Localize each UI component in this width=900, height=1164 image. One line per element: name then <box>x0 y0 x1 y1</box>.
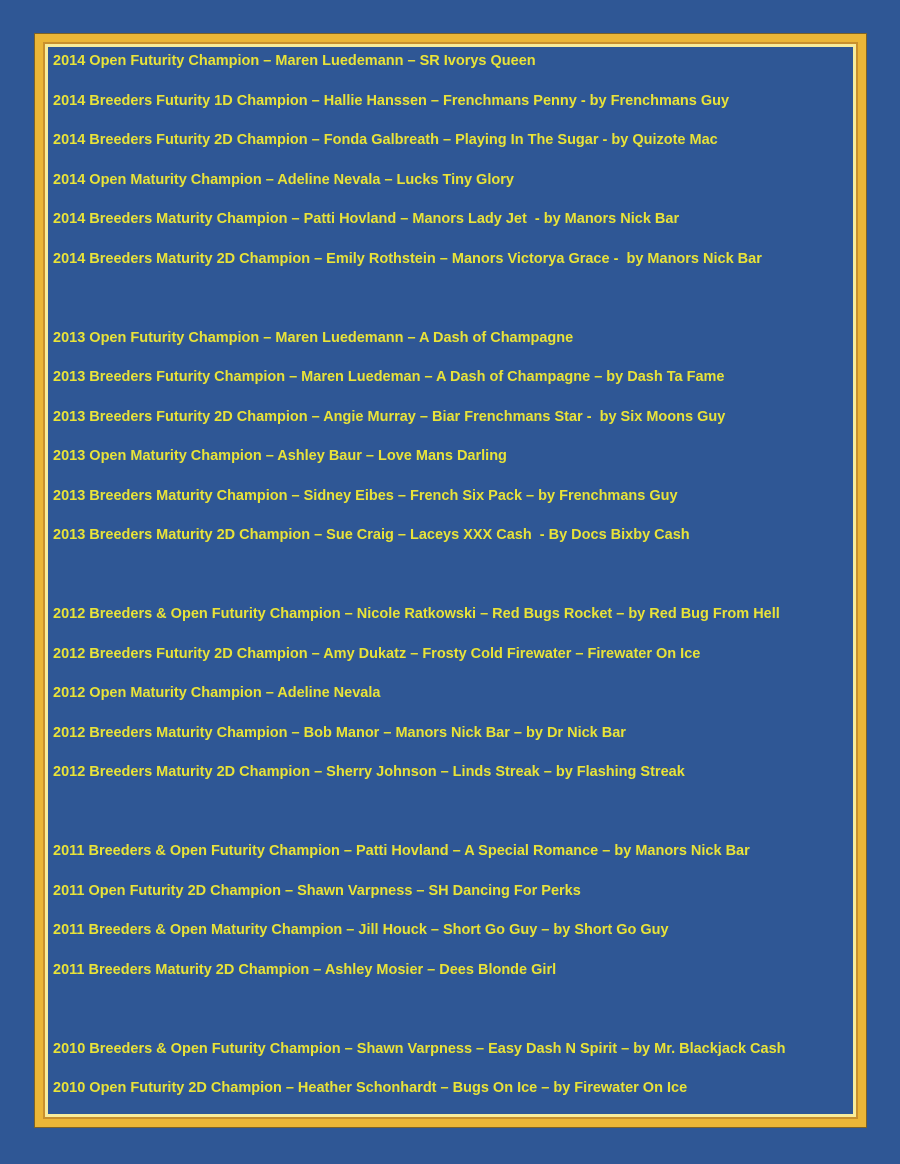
champion-entry: 2010 Open Futurity 2D Champion – Heather Schonhardt – Bugs On Ice – by Firewater On Ice <box>53 1080 688 1096</box>
champion-entry: 2014 Breeders Maturity 2D Champion – Emily Rothstein – Manors Victorya Grace - by Manors Nick Bar <box>53 250 762 267</box>
champion-entry: 2014 Breeders Futurity 1D Champion – Hallie Hanssen – Frenchmans Penny - by Frenchmans Guy <box>53 92 730 109</box>
champion-entry: 2011 Breeders & Open Maturity Champion – Jill Houck – Short Go Guy – by Short Go Guy <box>53 922 669 938</box>
champion-entry: 2012 Breeders Maturity 2D Champion – Sherry Johnson – Linds Streak – by Flashing Streak <box>53 764 685 780</box>
champion-entry: 2013 Breeders Maturity 2D Champion – Sue Craig – Laceys XXX Cash - By Docs Bixby Cash <box>53 527 690 543</box>
year-section-2011 <box>53 832 846 990</box>
year-section-2012 <box>53 595 846 793</box>
gold-border-frame <box>35 34 866 1127</box>
champion-entry: 2012 Breeders Maturity Champion – Bob Manor – Manors Nick Bar – by Dr Nick Bar <box>53 724 626 741</box>
champion-entry: 2012 Breeders Futurity 2D Champion – Amy Dukatz – Frosty Cold Firewater – Firewater On Ice <box>53 645 701 662</box>
champion-entry: 2011 Breeders Maturity 2D Champion – Ashley Mosier – Dees Blonde Girl <box>53 961 557 978</box>
champion-entry: 2012 Open Maturity Champion – Adeline Nevala <box>53 685 381 701</box>
champion-entry: 2014 Open Futurity Champion – Maren Luedemann – SR Ivorys Queen <box>53 53 536 69</box>
year-section-2013 <box>53 319 846 556</box>
champion-entry: 2014 Breeders Futurity 2D Champion – Fonda Galbreath – Playing In The Sugar - by Quizote Mac <box>53 132 718 148</box>
champion-entry: 2013 Breeders Maturity Champion – Sidney Eibes – French Six Pack – by Frenchmans Guy <box>53 487 678 504</box>
champion-entry: 2013 Open Maturity Champion – Ashley Baur – Love Mans Darling <box>53 448 507 464</box>
champion-entry: 2014 Open Maturity Champion – Adeline Nevala – Lucks Tiny Glory <box>53 171 514 188</box>
champion-entry: 2013 Open Futurity Champion – Maren Luedemann – A Dash of Champagne <box>53 329 574 346</box>
champion-entry: 2012 Breeders & Open Futurity Champion – Nicole Ratkowski – Red Bugs Rocket – by Red Bug From Hell <box>53 606 780 622</box>
year-section-2014 <box>53 42 846 279</box>
champion-entry: 2010 Breeders & Open Futurity Champion – Shawn Varpness – Easy Dash N Spirit – by Mr. Blackjack Cash <box>53 1040 786 1057</box>
champion-entry: 2013 Breeders Futurity 2D Champion – Angie Murray – Biar Frenchmans Star - by Six Moons Guy <box>53 408 726 425</box>
champion-entry: 2014 Breeders Maturity Champion – Patti Hovland – Manors Lady Jet - by Manors Nick Bar <box>53 211 680 227</box>
champion-entry: 2013 Breeders Futurity Champion – Maren Luedeman – A Dash of Champagne – by Dash Ta Fame <box>53 369 725 385</box>
champion-entry: 2011 Breeders & Open Futurity Champion – Patti Hovland – A Special Romance – by Manors Nick Bar <box>53 843 750 859</box>
year-section-2010 <box>53 1030 846 1109</box>
champions-list <box>43 42 858 1119</box>
champion-entry: 2011 Open Futurity 2D Champion – Shawn Varpness – SH Dancing For Perks <box>53 882 581 899</box>
